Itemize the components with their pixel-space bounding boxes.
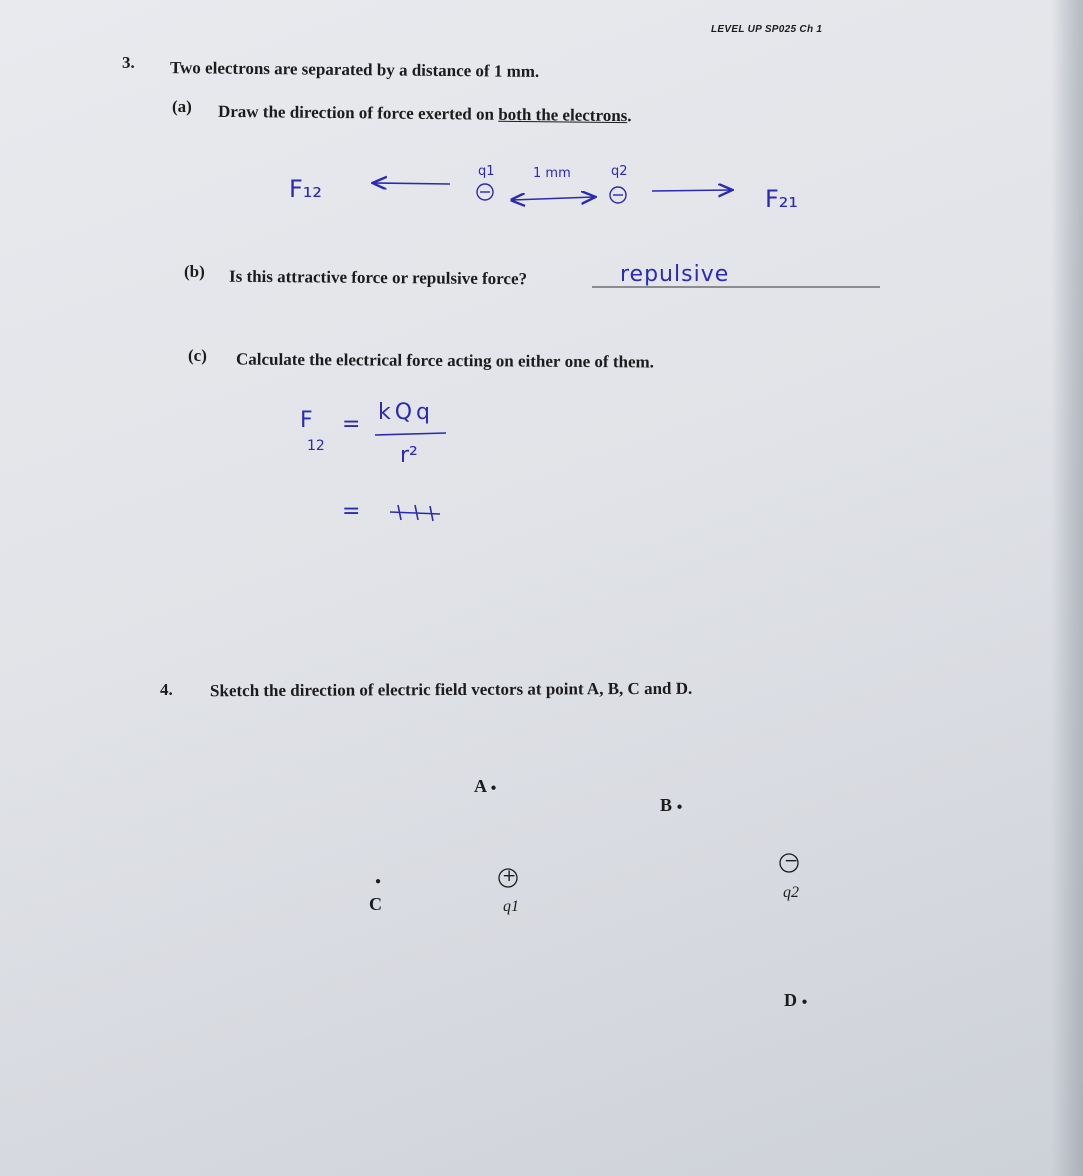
hw-equals-2: =	[342, 499, 361, 524]
point-d: D ●	[784, 990, 808, 1010]
q1-sign: +	[502, 866, 517, 886]
question-3a-label: (a)	[172, 97, 192, 116]
hw-numerator: kQq	[378, 400, 435, 425]
question-3c-text-start: Calculate the electrical force acting on	[235, 349, 519, 371]
hw-denominator: r²	[400, 443, 418, 468]
page-header: LEVEL UP SP025 Ch 1	[711, 24, 823, 35]
question-3a-underlined: both the electrons	[498, 104, 628, 126]
question-3b-text: Is this attractive force or repulsive force?	[228, 266, 528, 289]
hw-force-subscript: 12	[307, 438, 325, 454]
question-3-stem: Two electrons are separated by a distance of 1 mm.	[169, 58, 540, 81]
q1-label: q1	[503, 898, 519, 915]
question-4-number: 4.	[160, 680, 173, 699]
hw-answer-3b: repulsive	[620, 262, 730, 287]
question-4-text: Sketch the direction of electric field vectors at point A, B, C and D.	[209, 678, 693, 701]
hw-force-f21: F₂₁	[765, 185, 799, 213]
question-3a-text-start: Draw the direction of force exerted on	[217, 101, 499, 124]
point-c-label: C	[369, 894, 382, 914]
point-a: A ●	[474, 776, 497, 796]
hw-force-f12: F₁₂	[289, 175, 323, 203]
point-b: B ●	[660, 795, 683, 815]
hw-equals-1: =	[342, 412, 361, 437]
point-a-label: A	[474, 776, 487, 796]
hw-q1-label: q1	[478, 164, 495, 179]
question-3a-text-end: .	[627, 106, 632, 126]
question-3c-label: (c)	[188, 346, 207, 365]
hw-q2-label: q2	[611, 164, 628, 179]
question-3-number: 3.	[122, 53, 135, 72]
question-3c-text-end: one of them.	[560, 351, 655, 372]
hw-distance-label: 1 mm	[533, 166, 571, 181]
question-3b-label: (b)	[184, 262, 205, 281]
question-3c-bold: either	[517, 351, 561, 371]
point-d-label: D	[784, 990, 797, 1010]
q2-label: q2	[783, 884, 799, 901]
point-c-dot: ●	[375, 876, 382, 887]
hw-force-symbol: F	[300, 408, 313, 433]
q2-sign: −	[784, 851, 799, 871]
point-b-label: B	[660, 795, 673, 815]
